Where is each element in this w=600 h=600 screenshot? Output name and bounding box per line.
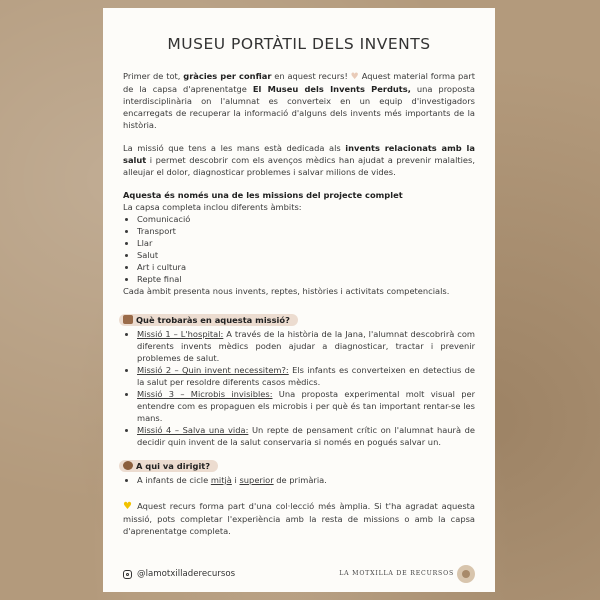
intro-bold: El Museu dels Invents Perduts,	[252, 84, 411, 94]
intro-paragraph-2	[123, 142, 475, 178]
scope-lead: La capsa completa inclou diferents àmbits:	[123, 202, 302, 212]
missions-list	[123, 328, 475, 448]
list-item	[137, 364, 475, 388]
audience-text: i	[231, 475, 240, 485]
mission-text: Una proposta experimental molt visual per entendre com es propaguen els microbis i per què és tan important rentar-se les mans.	[137, 389, 475, 423]
intro-text: La missió que tens a les mans està dedicada als	[123, 143, 346, 153]
audience-heading-text: A qui va dirigit?	[136, 461, 211, 471]
audience-text: de primària.	[273, 475, 327, 485]
mission-title: Missió 2 – Quin invent necessitem?:	[137, 365, 289, 375]
bee-icon	[123, 461, 133, 470]
yellow-heart-icon: ♥	[123, 501, 134, 512]
footer	[123, 564, 475, 584]
list-item: • Llar	[137, 237, 475, 249]
list-item: • Repte final	[137, 273, 475, 285]
intro-text: Primer de tot,	[123, 71, 184, 81]
audience-list	[123, 474, 475, 486]
list-item	[137, 388, 475, 424]
instagram-handle: @lamotxilladerecursos	[137, 569, 236, 579]
scope-closing: Cada àmbit presenta nous invents, reptes, històries i activitats competencials.	[123, 286, 450, 296]
heart-icon: ♥	[350, 72, 359, 82]
audience-text: A infants de cicle	[137, 475, 211, 485]
closing-paragraph	[123, 500, 475, 537]
list-item: • Transport	[137, 225, 475, 237]
list-item	[137, 424, 475, 448]
mission-text: A través de la història de la Jana, l'alumnat descobrirà com diferents invents mèdics poden ajudar a diagnosticar, tractar i prevenir problemes de salut.	[137, 329, 475, 363]
audience-underline: superior	[239, 475, 274, 485]
intro-paragraph-1	[123, 70, 475, 131]
mission-title: Missió 1 – L'hospital:	[137, 329, 224, 339]
intro-bold: gràcies per confiar	[183, 71, 272, 81]
brand-logo	[457, 565, 475, 583]
audience-heading	[119, 460, 218, 472]
intro-text: i permet descobrir com els avenços mèdics han ajudat a prevenir malalties, alleujar el dolor, diagnosticar problemes i salvar milions de vides.	[123, 155, 475, 177]
scope-heading: Aquesta és només una de les missions del projecte complet	[123, 190, 403, 200]
brand	[339, 565, 475, 583]
closing-text: Aquest recurs forma part d'una col·lecció més àmplia. Si t'ha agradat aquesta missió, pots completar l'experiència amb la resta de missions o amb la capsa d'aprenentatge completa.	[123, 501, 476, 536]
box-icon	[123, 315, 133, 324]
page-title: MUSEU PORTÀTIL DELS INVENTS	[167, 35, 431, 53]
list-item: • Comunicació	[137, 213, 475, 225]
list-item	[137, 328, 475, 364]
brand-name: LA MOTXILLA DE RECURSOS	[339, 570, 454, 577]
intro-bold: invents relacionats amb la salut	[123, 143, 475, 165]
missions-heading-text: Què trobaràs en aquesta missió?	[136, 315, 290, 325]
intro-text: una proposta interdisciplinària on l'alumnat es converteix en un equip d'investigadors encarregats de recuperar la informació d'alguns dels invents més importants de la història.	[123, 84, 476, 130]
mission-title: Missió 4 – Salva una vida:	[137, 425, 249, 435]
intro-text: en aquest recurs!	[271, 71, 351, 81]
intro-text: Aquest material forma part de la capsa d'aprenentatge	[123, 71, 476, 94]
audience-underline: mitjà	[210, 475, 232, 485]
mission-text: Un repte de pensament crític on l'alumnat haurà de decidir quin invent de la salut conservaria si només en pogués salvar un.	[137, 425, 475, 447]
missions-heading	[119, 314, 298, 326]
mission-title: Missió 3 – Microbis invisibles:	[137, 389, 273, 399]
list-item	[137, 474, 475, 486]
scope-list	[123, 213, 475, 285]
document-page	[103, 8, 495, 592]
list-item: • Salut	[137, 249, 475, 261]
instagram-icon	[123, 570, 132, 579]
mission-text: Els infants es converteixen en detectius de la salut per resoldre diferents casos mèdics.	[137, 365, 476, 387]
list-item: • Art i cultura	[137, 261, 475, 273]
instagram-link[interactable]	[123, 568, 235, 580]
